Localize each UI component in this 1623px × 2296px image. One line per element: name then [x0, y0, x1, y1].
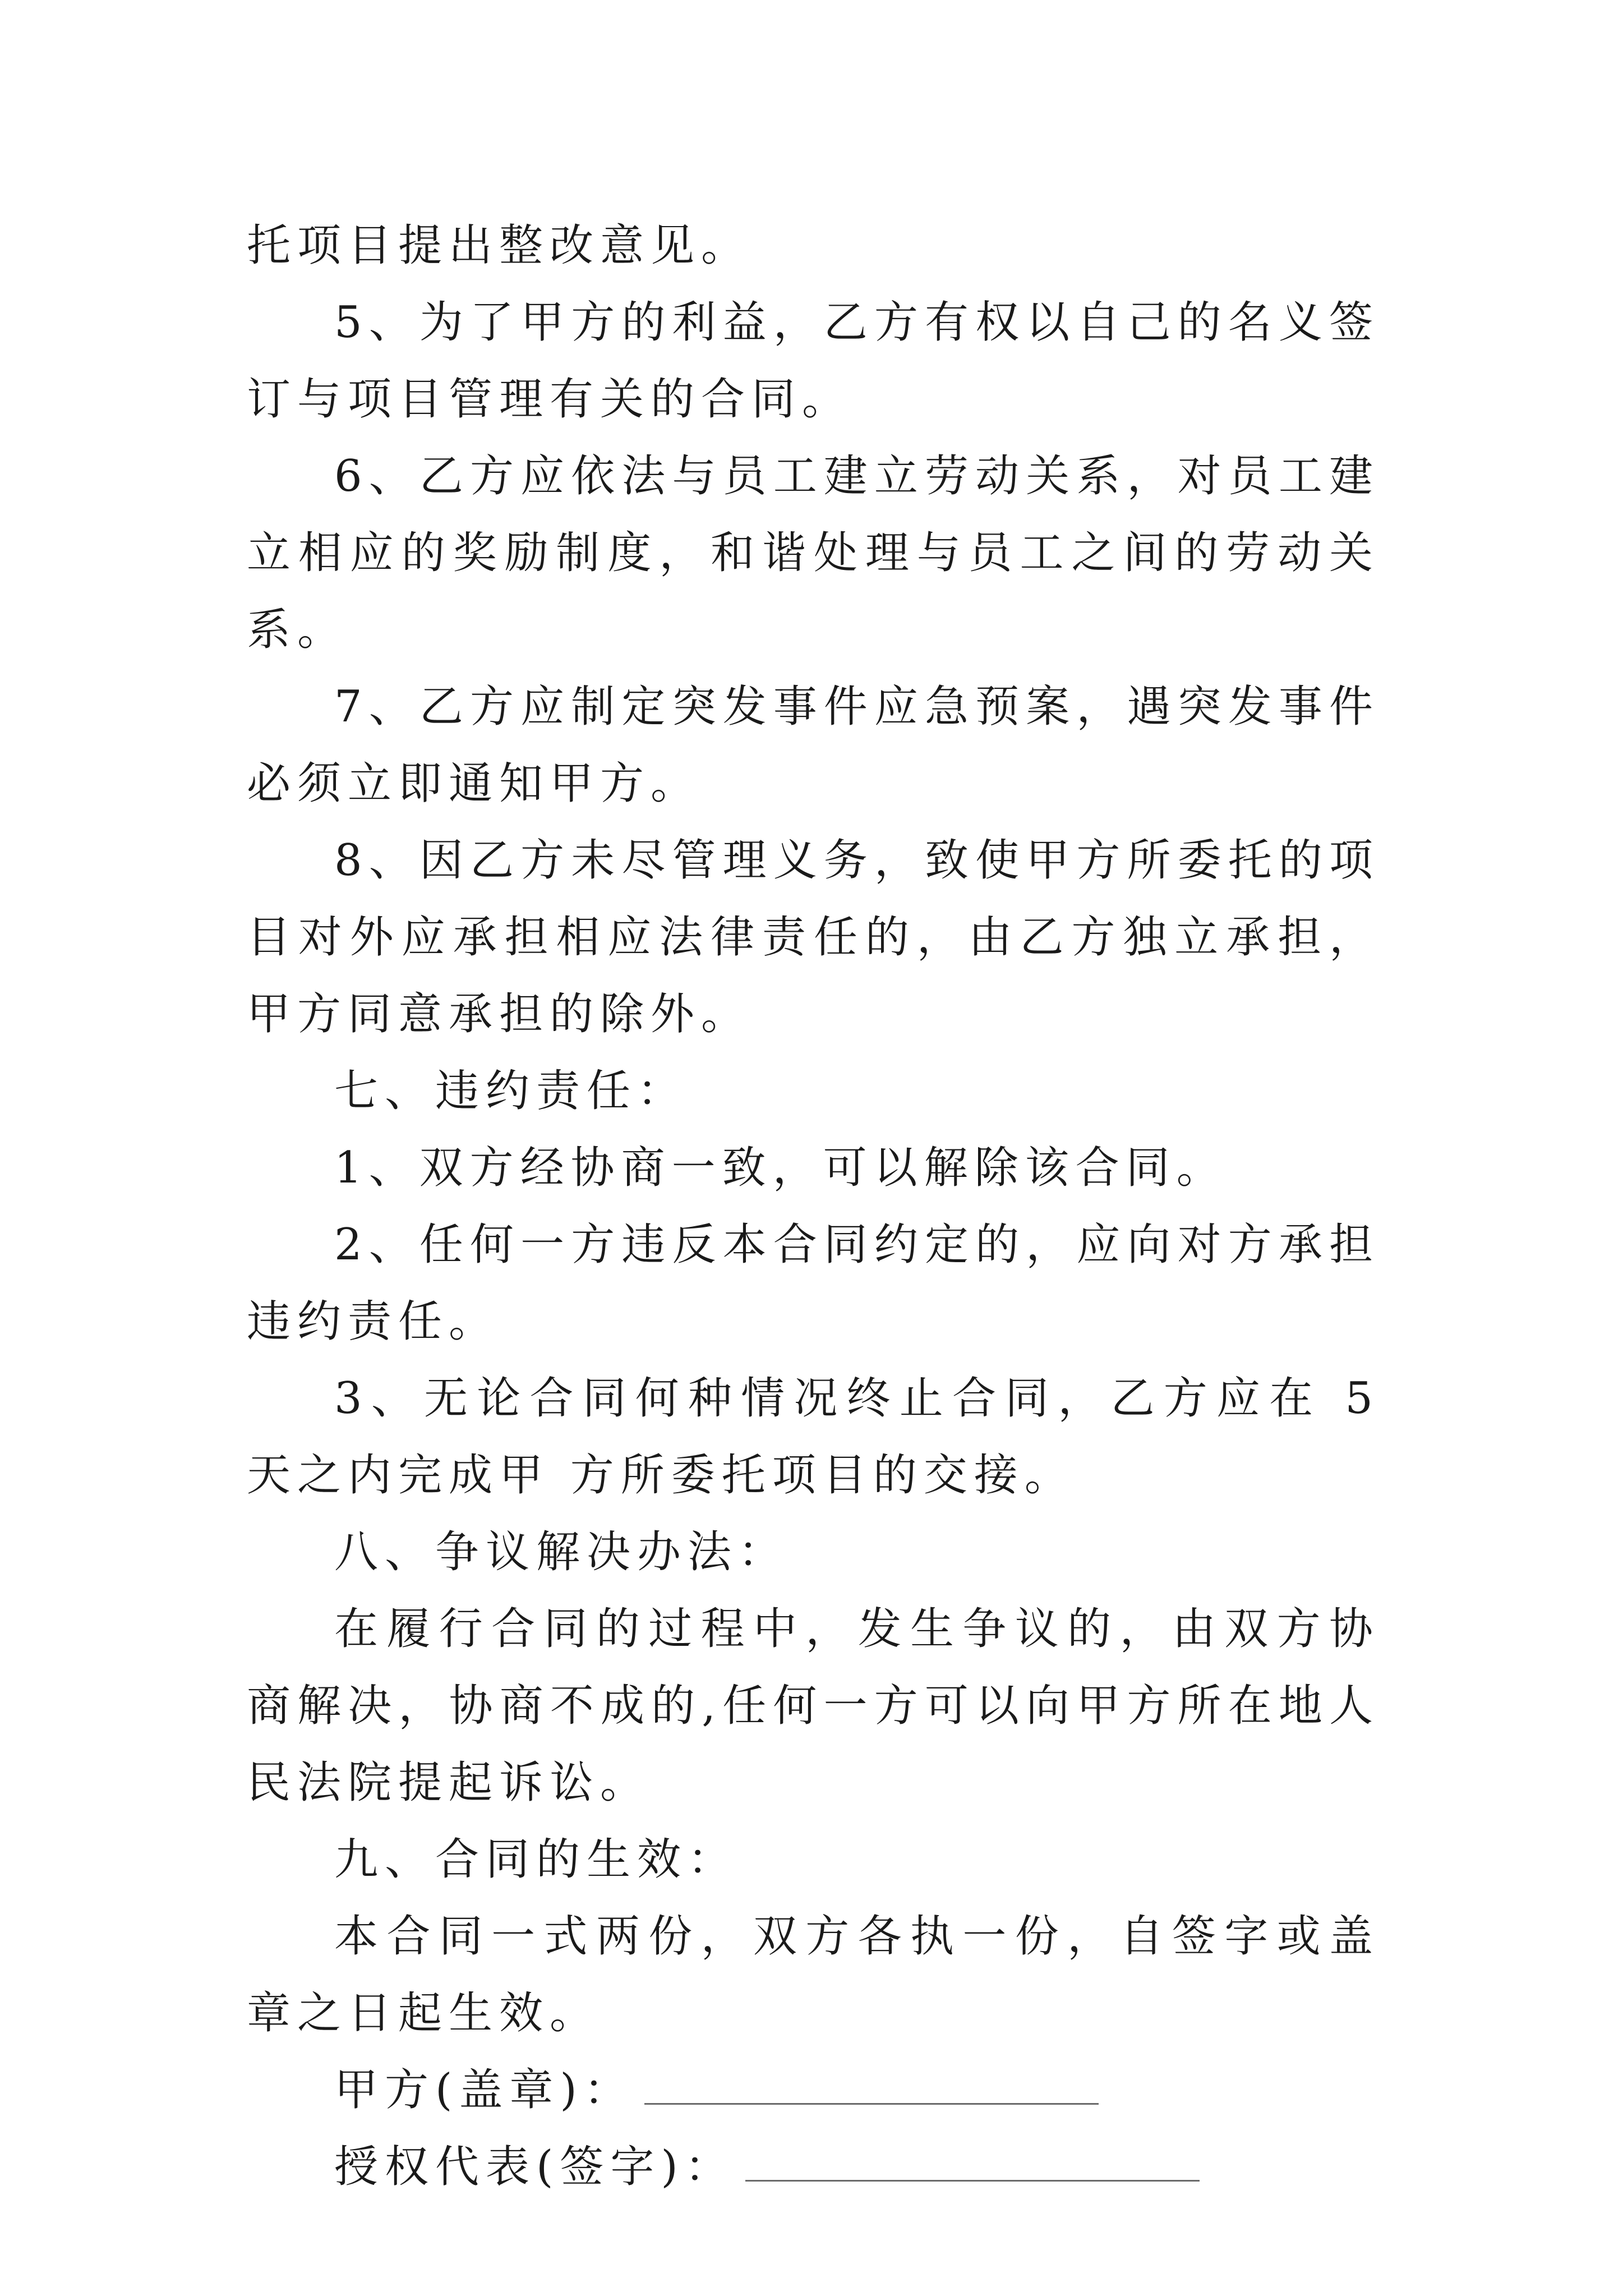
section-heading-dispute: 八、争议解决办法： — [334, 1527, 789, 1577]
breach-clause-1: 1、双方经协商一致，可以解除该合同。 — [334, 1143, 1227, 1193]
party-a-seal-blank[interactable] — [644, 2072, 1099, 2105]
document-body — [247, 208, 1400, 2206]
section-heading-effect: 九、合同的生效： — [334, 1834, 739, 1885]
clause-5: 5、为了甲方的利益，乙方有权以自己的名义签订与项目管理有关的合同。 — [247, 297, 1380, 425]
paragraph-1: 托项目提出整改意见。 — [247, 220, 752, 271]
authorized-rep-signature-line — [247, 2129, 1380, 2206]
clause-6: 6、乙方应依法与员工建立劳动关系，对员工建立相应的奖励制度，和谐处理与员工之间的劳动关系。 — [247, 451, 1380, 655]
party-a-label: 甲方(盖章)： — [334, 2065, 634, 2115]
party-a-signature-line — [247, 2052, 1380, 2129]
clause-7: 7、乙方应制定突发事件应急预案，遇突发事件必须立即通知甲方。 — [247, 682, 1380, 809]
section-heading-breach: 七、违约责任： — [334, 1066, 688, 1116]
breach-clause-2: 2、任何一方违反本合同约定的，应向对方承担违约责任。 — [247, 1220, 1380, 1347]
breach-clause-3: 3、无论合同何种情况终止合同，乙方应在 5 天之内完成甲 方所委托项目的交接。 — [247, 1373, 1400, 1501]
authorized-rep-signature-blank[interactable] — [745, 2148, 1200, 2182]
authorized-rep-label: 授权代表(签字)： — [334, 2142, 735, 2192]
clause-8: 8、因乙方未尽管理义务，致使甲方所委托的项目对外应承担相应法律责任的，由乙方独立承担，甲方同意承担的除外。 — [247, 835, 1380, 1039]
effect-paragraph: 本合同一式两份，双方各执一份，自签字或盖章之日起生效。 — [247, 1911, 1380, 2039]
dispute-paragraph: 在履行合同的过程中，发生争议的，由双方协商解决，协商不成的,任何一方可以向甲方所在地人民法院提起诉讼。 — [247, 1604, 1380, 1808]
